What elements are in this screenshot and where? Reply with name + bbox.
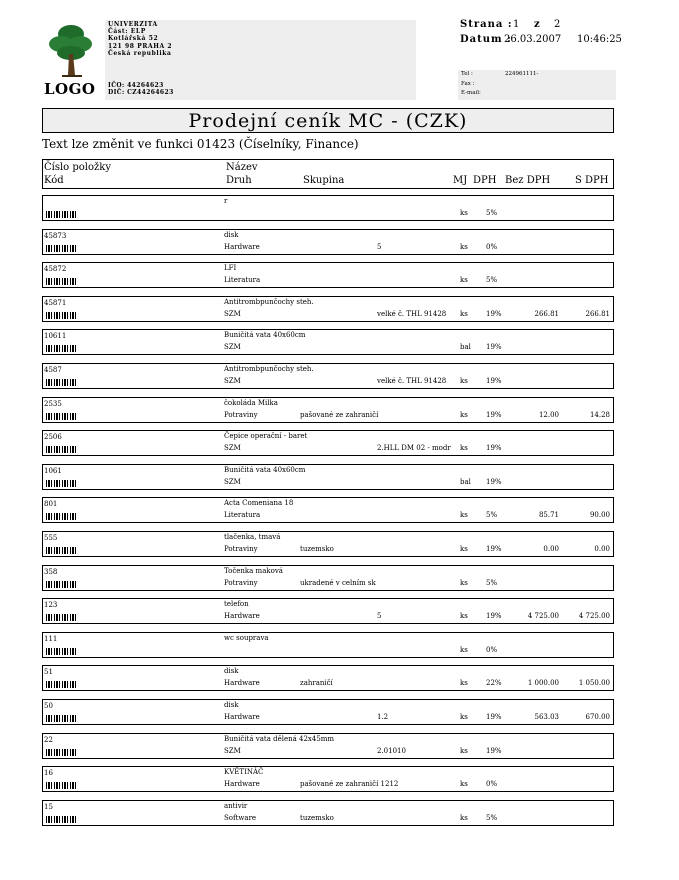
- row-dph: 19%: [486, 343, 502, 351]
- row-name: antivir: [224, 802, 248, 810]
- table-row: [42, 397, 614, 423]
- row-extra: 5: [377, 612, 382, 620]
- page-separator: z: [534, 19, 540, 30]
- row-s-dph: 670.00: [585, 713, 610, 721]
- row-s-dph: 1 050.00: [578, 679, 610, 687]
- col-kod: Kód: [44, 175, 64, 186]
- org-line: UNIVERZITA: [108, 21, 158, 28]
- row-extra: velké č. THL 91428: [377, 310, 447, 318]
- row-dph: 19%: [486, 545, 502, 553]
- table-row: [42, 598, 614, 624]
- row-name: tlačenka, tmavá: [224, 533, 281, 541]
- barcode-icon: [46, 547, 78, 554]
- row-dph: 19%: [486, 310, 502, 318]
- row-s-dph: 266.81: [585, 310, 610, 318]
- row-id: 123: [44, 601, 58, 609]
- column-header: [42, 159, 614, 189]
- row-bez-dph: 563.03: [534, 713, 559, 721]
- row-id: 4587: [44, 366, 62, 374]
- row-dph: 5%: [486, 814, 498, 822]
- table-row: [42, 733, 614, 759]
- row-name: čokoláda Milka: [224, 399, 278, 407]
- barcode-icon: [46, 749, 78, 756]
- org-line: Kotlářská 52: [108, 35, 159, 43]
- row-name: disk: [224, 701, 239, 709]
- row-druh: Potraviny: [224, 411, 258, 419]
- contact-info: [458, 70, 616, 100]
- row-id: 2506: [44, 433, 62, 441]
- row-skupina: pašované ze zahraničí 1212: [300, 780, 399, 788]
- row-mj: ks: [460, 377, 468, 385]
- row-id: 2535: [44, 400, 62, 408]
- barcode-icon: [46, 513, 78, 520]
- row-druh: Hardware: [224, 243, 260, 251]
- row-id: 1061: [44, 467, 62, 475]
- row-name: Antitrombpunčochy steh.: [224, 365, 314, 373]
- row-name: Točenka maková: [224, 567, 283, 575]
- row-id: 358: [44, 568, 58, 576]
- table-row: [42, 430, 614, 456]
- row-dph: 19%: [486, 612, 502, 620]
- row-druh: Software: [224, 814, 257, 822]
- row-name: wc souprava: [224, 634, 269, 642]
- barcode-icon: [46, 715, 78, 722]
- barcode-icon: [46, 345, 78, 352]
- row-mj: ks: [460, 276, 468, 284]
- row-name: r: [224, 197, 228, 205]
- barcode-icon: [46, 614, 78, 621]
- row-id: 45871: [44, 299, 67, 307]
- barcode-icon: [46, 413, 78, 420]
- barcode-icon: [46, 245, 78, 252]
- page-title: Prodejní ceník MC - (CZK): [42, 108, 614, 133]
- page-total: 2: [554, 19, 561, 30]
- row-extra: 1.2: [377, 713, 389, 721]
- col-skupina: Skupina: [303, 175, 345, 186]
- row-s-dph: 90.00: [589, 511, 610, 519]
- table-row: [42, 665, 614, 691]
- row-id: 555: [44, 534, 58, 542]
- table-row: [42, 531, 614, 557]
- date-value: 26.03.2007: [504, 34, 562, 45]
- barcode-icon: [46, 648, 78, 655]
- row-extra: velké č. THL 91428: [377, 377, 447, 385]
- row-extra: 2.HLL DM 02 - modr: [377, 444, 451, 452]
- table-row: [42, 565, 614, 591]
- table-row: [42, 800, 614, 826]
- row-mj: ks: [460, 713, 468, 721]
- row-name: telefon: [224, 600, 249, 608]
- row-id: 51: [44, 668, 53, 676]
- row-mj: ks: [460, 209, 468, 217]
- row-name: LFI: [224, 264, 237, 272]
- subtitle: Text lze změnit ve funkci 01423 (Číselníky, Finance): [42, 137, 359, 151]
- col-mj: MJ: [453, 175, 468, 186]
- row-dph: 5%: [486, 276, 498, 284]
- row-mj: ks: [460, 814, 468, 822]
- row-bez-dph: 266.81: [534, 310, 559, 318]
- row-druh: SZM: [224, 343, 241, 351]
- row-skupina: tuzemsko: [300, 545, 334, 553]
- row-id: 801: [44, 500, 58, 508]
- logo-text: LOGO: [44, 80, 96, 98]
- row-id: 45873: [44, 232, 67, 240]
- table-row: [42, 195, 614, 221]
- col-dph: DPH: [473, 175, 497, 186]
- row-dph: 19%: [486, 713, 502, 721]
- row-druh: Hardware: [224, 713, 260, 721]
- barcode-icon: [46, 278, 78, 285]
- row-bez-dph: 0.00: [543, 545, 559, 553]
- row-name: disk: [224, 231, 239, 239]
- barcode-icon: [46, 379, 78, 386]
- row-dph: 0%: [486, 646, 498, 654]
- row-skupina: pašované ze zahraničí: [300, 411, 379, 419]
- email-label: E-mail:: [461, 90, 481, 96]
- row-mj: ks: [460, 411, 468, 419]
- row-druh: Potraviny: [224, 579, 258, 587]
- row-druh: SZM: [224, 747, 241, 755]
- row-druh: Hardware: [224, 679, 260, 687]
- barcode-icon: [46, 581, 78, 588]
- row-name: Acta Comeniana 18: [224, 499, 294, 507]
- row-dph: 19%: [486, 444, 502, 452]
- row-skupina: tuzemsko: [300, 814, 334, 822]
- row-id: 22: [44, 736, 53, 744]
- table-row: [42, 464, 614, 490]
- row-mj: ks: [460, 243, 468, 251]
- row-druh: SZM: [224, 478, 241, 486]
- row-skupina: zahraničí: [300, 679, 333, 687]
- row-id: 111: [44, 635, 58, 643]
- col-bez-dph: Bez DPH: [505, 175, 551, 186]
- col-cislo: Číslo položky: [44, 162, 111, 173]
- row-mj: ks: [460, 579, 468, 587]
- row-dph: 19%: [486, 411, 502, 419]
- barcode-icon: [46, 816, 78, 823]
- row-id: 15: [44, 803, 53, 811]
- row-mj: ks: [460, 780, 468, 788]
- dic: DIČ: CZ44264623: [108, 89, 174, 97]
- table-row: [42, 229, 614, 255]
- row-dph: 0%: [486, 780, 498, 788]
- barcode-icon: [46, 681, 78, 688]
- row-name: disk: [224, 667, 239, 675]
- barcode-icon: [46, 480, 78, 487]
- row-druh: SZM: [224, 377, 241, 385]
- row-extra: 2.01010: [377, 747, 406, 755]
- date-label: Datum :: [460, 34, 512, 45]
- col-druh: Druh: [226, 175, 252, 186]
- row-dph: 22%: [486, 679, 502, 687]
- row-name: Buničitá vata 40x60cm: [224, 466, 306, 474]
- row-name: KVĚTINÁČ: [224, 768, 264, 776]
- tel-value: 224961111-: [505, 71, 539, 77]
- row-bez-dph: 12.00: [538, 411, 559, 419]
- row-bez-dph: 1 000.00: [527, 679, 559, 687]
- barcode-icon: [46, 312, 78, 319]
- row-dph: 19%: [486, 377, 502, 385]
- row-mj: ks: [460, 511, 468, 519]
- barcode-icon: [46, 211, 78, 218]
- row-druh: Potraviny: [224, 545, 258, 553]
- row-mj: bal: [460, 343, 471, 351]
- tel-label: Tel :: [461, 71, 473, 77]
- page-label: Strana :: [460, 19, 513, 30]
- row-druh: Literatura: [224, 511, 261, 519]
- table-row: [42, 363, 614, 389]
- barcode-icon: [46, 446, 78, 453]
- row-mj: ks: [460, 646, 468, 654]
- row-druh: SZM: [224, 444, 241, 452]
- table-row: [42, 699, 614, 725]
- row-mj: ks: [460, 612, 468, 620]
- row-extra: 5: [377, 243, 382, 251]
- fax-label: Fax :: [461, 81, 475, 87]
- barcode-icon: [46, 782, 78, 789]
- row-dph: 0%: [486, 243, 498, 251]
- ico: IČO: 44264623: [108, 82, 164, 89]
- row-name: Antitrombpunčochy steh.: [224, 298, 314, 306]
- row-bez-dph: 4 725.00: [527, 612, 559, 620]
- page-number: 1: [513, 19, 520, 30]
- row-name: Čepice operační - baret: [224, 432, 308, 440]
- row-s-dph: 0.00: [594, 545, 610, 553]
- table-row: [42, 329, 614, 355]
- org-line: 121 98 PRAHA 2: [108, 42, 173, 50]
- row-druh: SZM: [224, 310, 241, 318]
- col-s-dph: S DPH: [575, 175, 609, 186]
- row-druh: Hardware: [224, 780, 260, 788]
- row-s-dph: 4 725.00: [578, 612, 610, 620]
- row-mj: ks: [460, 545, 468, 553]
- table-row: [42, 632, 614, 658]
- row-dph: 19%: [486, 747, 502, 755]
- table-row: [42, 296, 614, 322]
- table-row: [42, 262, 614, 288]
- row-mj: bal: [460, 478, 471, 486]
- row-id: 10611: [44, 332, 67, 340]
- org-line: Část: ELP: [108, 28, 146, 36]
- row-mj: ks: [460, 747, 468, 755]
- row-id: 50: [44, 702, 53, 710]
- row-id: 45872: [44, 265, 67, 273]
- row-id: 16: [44, 769, 53, 777]
- col-nazev: Název: [226, 162, 258, 173]
- row-mj: ks: [460, 310, 468, 318]
- time-value: 10:46:25: [577, 34, 622, 45]
- row-dph: 5%: [486, 579, 498, 587]
- row-skupina: ukradené v celním sk: [300, 579, 376, 587]
- row-dph: 5%: [486, 209, 498, 217]
- row-s-dph: 14.28: [589, 411, 610, 419]
- row-bez-dph: 85.71: [538, 511, 559, 519]
- table-row: [42, 497, 614, 523]
- row-dph: 19%: [486, 478, 502, 486]
- row-name: Buničitá vata dělená 42x45mm: [224, 735, 335, 743]
- row-mj: ks: [460, 679, 468, 687]
- row-mj: ks: [460, 444, 468, 452]
- organization-info: [105, 20, 416, 100]
- row-druh: Literatura: [224, 276, 261, 284]
- org-line: Česká republika: [108, 49, 172, 57]
- row-druh: Hardware: [224, 612, 260, 620]
- row-dph: 5%: [486, 511, 498, 519]
- table-row: [42, 766, 614, 792]
- row-name: Buničitá vata 40x60cm: [224, 331, 306, 339]
